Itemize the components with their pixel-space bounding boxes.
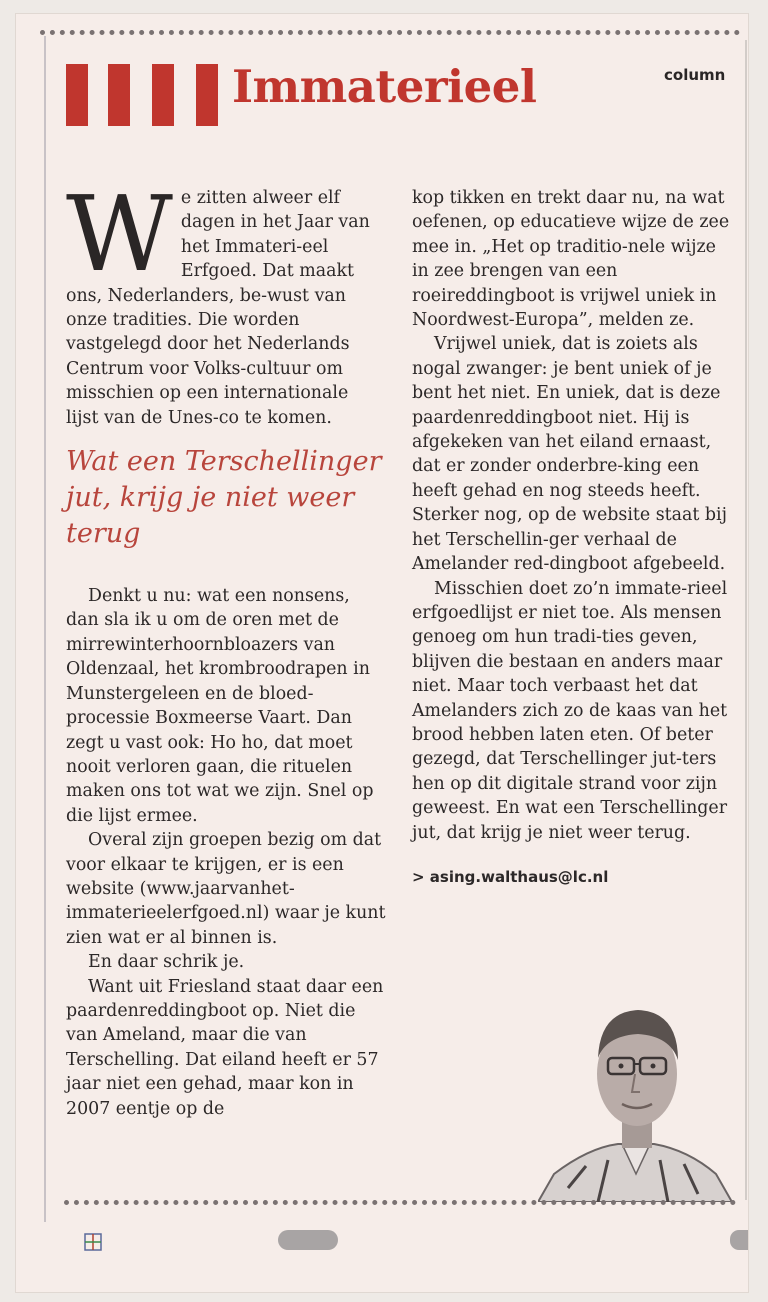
headline-red-bar	[108, 64, 130, 126]
body-paragraph: kop tikken en trekt daar nu, na wat oefenen, op educatieve wijze de zee mee in. „Het op traditio-nele wijze in zee brengen van een roeireddingboot is vrijwel uniek in Noordwest-Europa”, melden ze.	[412, 188, 730, 331]
body-paragraph: Vrijwel uniek, dat is zoiets als nogal zwanger: je bent uniek of je bent het niet. En uniek, dat is deze paardenreddingboot niet. Hij is afgekeken van het eiland ernaast, dat er zonder onderbre-king een heeft gehad en nog steeds heeft. Sterker nog, op de website staat bij het Terschellin-ger verhaal de Amelander red-dingboot afgebeeld.	[412, 334, 727, 575]
intro-paragraph	[66, 173, 386, 430]
print-tab-mark	[278, 1230, 338, 1250]
bottom-dotted-border	[64, 1200, 736, 1205]
author-email: > asing.walthaus@lc.nl	[412, 867, 609, 886]
body-paragraph: Misschien doet zo’n immate-rieel erfgoedlijst er niet toe. Als mensen genoeg om hun tradi-ties geven, blijven die bestaan en anders maar niet. Maar toch verbaast het dat Amelanders zich zo de kaas van het brood hebben laten eten. Of beter gezegd, dat Terschellinger jut-ters hen op dit digitale strand voor zijn geweest. En wat een Terschellinger jut, dat krijg je niet weer terug.	[412, 578, 728, 843]
headline-red-bar	[66, 64, 88, 126]
author-portrait	[538, 998, 732, 1202]
right-column-rule	[745, 40, 747, 1200]
article-column-1	[66, 173, 386, 1121]
left-column-rule	[44, 36, 46, 1222]
article-title: Immaterieel	[232, 60, 537, 113]
drop-cap: W	[66, 173, 173, 295]
intro-text: e zitten alweer elf dagen in het Jaar van het Immateri-eel Erfgoed. Dat maakt ons, Nederlanders, be-wust van onze tradities. Die worden vastgelegd door het Nederlands Centrum voor Volks-cultuur om misschien op een internationale lijst van de Unes-co te komen.	[66, 188, 370, 428]
body-paragraph: Overal zijn groepen bezig om dat voor elkaar te krijgen, er is een website (www.jaarvanhet-immaterieelerfgoed.nl) waar je kunt zien wat er al binnen is.	[66, 830, 386, 948]
pull-quote: Wat een Terschellinger jut, krijg je niet weer terug	[66, 446, 382, 550]
body-paragraph: Denkt u nu: wat een nonsens, dan sla ik u om de oren met de mirrewinterhoornbloazers van Oldenzaal, het krombroodrapen in Munstergeleen en de bloed-processie Boxmeerse Vaart. Dan zegt u vast ook: Ho ho, dat moet nooit verloren gaan, die rituelen maken ons tot wat we zijn. Snel op die lijst ermee.	[66, 586, 374, 826]
print-tab-mark	[730, 1230, 748, 1250]
body-paragraph: Want uit Friesland staat daar een paardenreddingboot op. Niet die van Ameland, maar die van Terschelling. Dat eiland heeft er 57 jaar niet een gehad, maar kon in 2007 eentje op de	[66, 976, 384, 1119]
headline-red-bar	[196, 64, 218, 126]
article-column-2	[412, 186, 734, 889]
top-dotted-border	[40, 30, 740, 35]
section-label: column	[664, 66, 726, 84]
headline-red-bar	[152, 64, 174, 126]
body-paragraph: En daar schrik je.	[88, 952, 245, 973]
registration-mark-icon	[84, 1233, 102, 1251]
